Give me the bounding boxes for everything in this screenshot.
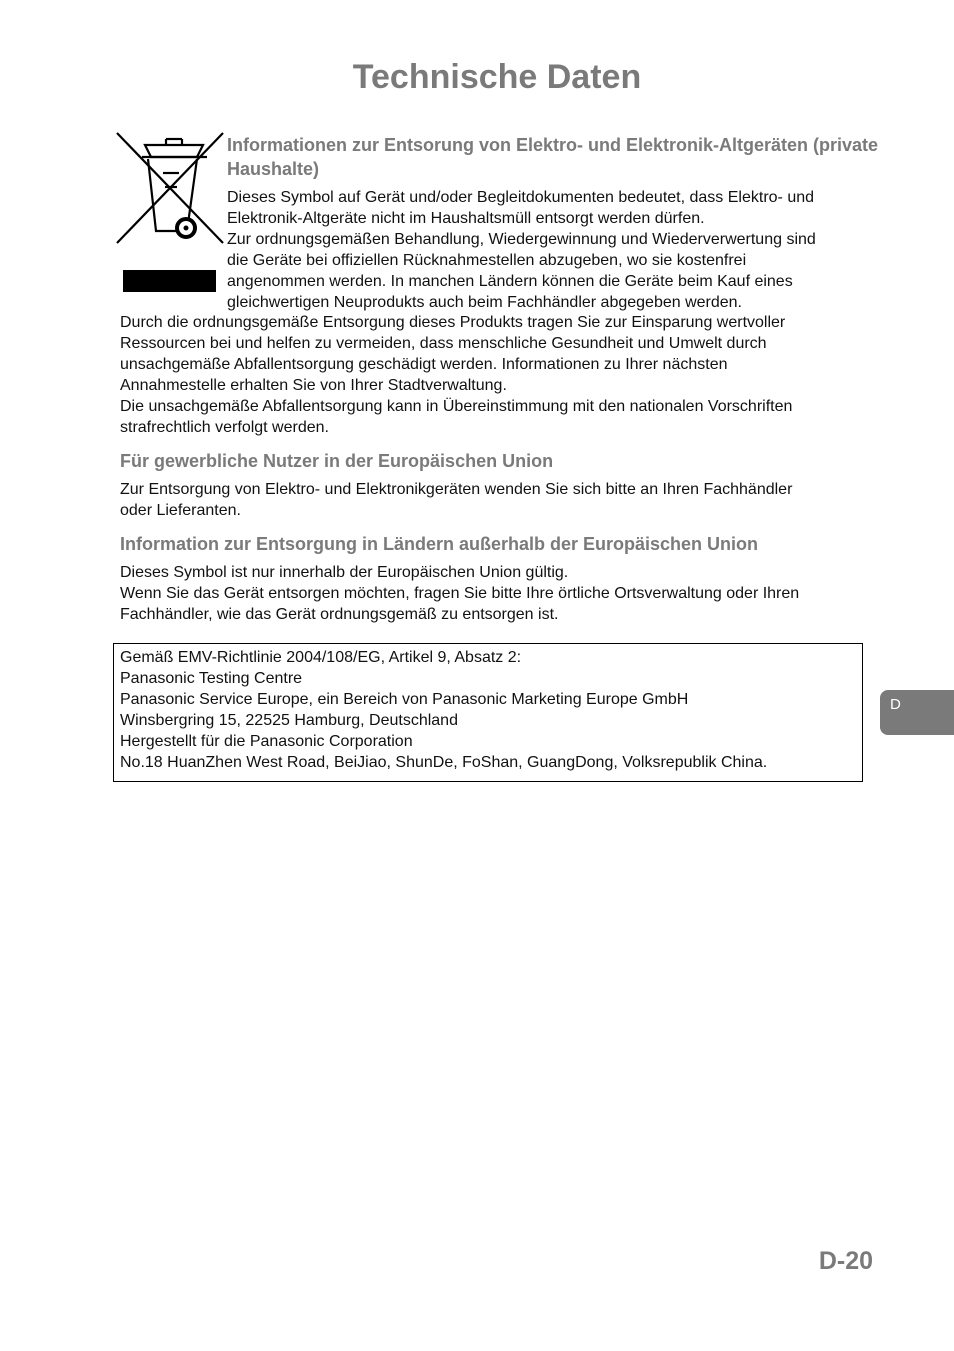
page-number: D-20	[818, 1247, 873, 1275]
text-line: Panasonic Service Europe, ein Bereich von Panasonic Marketing Europe GmbH	[120, 691, 689, 708]
weee-intro	[227, 187, 887, 313]
text-line: Die unsachgemäße Abfallentsorgung kann in Übereinstimmung mit den nationalen Vorschriften	[120, 398, 793, 415]
section-tab-label: D	[890, 696, 901, 713]
text-line: gleichwertigen Neuprodukts auch beim Fachhändler abgegeben werden.	[227, 294, 742, 311]
business-body	[120, 479, 880, 521]
text-line: Hergestellt für die Panasonic Corporation	[120, 733, 413, 750]
page-title: Technische Daten	[352, 58, 642, 96]
text-line: Wenn Sie das Gerät entsorgen möchten, fragen Sie bitte Ihre örtliche Ortsverwaltung oder Ihren	[120, 585, 800, 602]
text-line: Gemäß EMV-Richtlinie 2004/108/EG, Artikel 9, Absatz 2:	[120, 649, 522, 666]
emc-info-box	[113, 643, 863, 782]
text-line: Durch die ordnungsgemäße Entsorgung dieses Produkts tragen Sie zur Einsparung wertvoller	[120, 314, 786, 331]
outside-eu-heading: Information zur Entsorgung in Ländern außerhalb der Europäischen Union	[120, 534, 759, 554]
text-line: Fachhändler, wie das Gerät ordnungsgemäß zu entsorgen ist.	[120, 606, 559, 623]
emc-info-text	[120, 647, 855, 773]
text-line: Annahmestelle erhalten Sie von Ihrer Stadtverwaltung.	[120, 377, 507, 394]
text-line: Zur ordnungsgemäßen Behandlung, Wiedergewinnung und Wiederverwertung sind	[227, 231, 816, 248]
text-line: Panasonic Testing Centre	[120, 670, 303, 687]
text-line: strafrechtlich verfolgt werden.	[120, 419, 329, 436]
weee-heading: Informationen zur Entsorung von Elektro- und Elektronik-Altgeräten (private Haushalte)	[227, 135, 879, 179]
weee-marking-bar	[123, 270, 216, 292]
text-line: Elektronik-Altgeräte nicht im Haushaltsmüll entsorgt werden dürfen.	[227, 210, 705, 227]
text-line: oder Lieferanten.	[120, 502, 241, 519]
text-line: die Geräte bei offiziellen Rücknahmestellen abzugeben, wo sie kostenfrei	[227, 252, 747, 269]
section-tab	[880, 690, 954, 735]
text-line: angenommen werden. In manchen Ländern können die Geräte beim Kauf eines	[227, 273, 793, 290]
text-line: Ressourcen bei und helfen zu vermeiden, dass menschliche Gesundheit und Umwelt durch	[120, 335, 767, 352]
text-line: Zur Entsorgung von Elektro- und Elektronikgeräten wenden Sie sich bitte an Ihren Fachhändler	[120, 481, 793, 498]
weee-body	[120, 312, 880, 438]
text-line: Dieses Symbol auf Gerät und/oder Begleitdokumenten bedeutet, dass Elektro- und	[227, 189, 815, 206]
business-heading: Für gewerbliche Nutzer in der Europäischen Union	[120, 451, 554, 471]
text-line: No.18 HuanZhen West Road, BeiJiao, ShunDe, FoShan, GuangDong, Volksrepublik China.	[120, 754, 768, 771]
text-line: unsachgemäße Abfallentsorgung geschädigt werden. Informationen zu Ihrer nächsten	[120, 356, 728, 373]
text-line: Dieses Symbol ist nur innerhalb der Europäischen Union gültig.	[120, 564, 569, 581]
text-line: Winsbergring 15, 22525 Hamburg, Deutschland	[120, 712, 458, 729]
outside-eu-body	[120, 562, 880, 625]
crossed-out-wheelie-bin-icon	[115, 131, 225, 246]
